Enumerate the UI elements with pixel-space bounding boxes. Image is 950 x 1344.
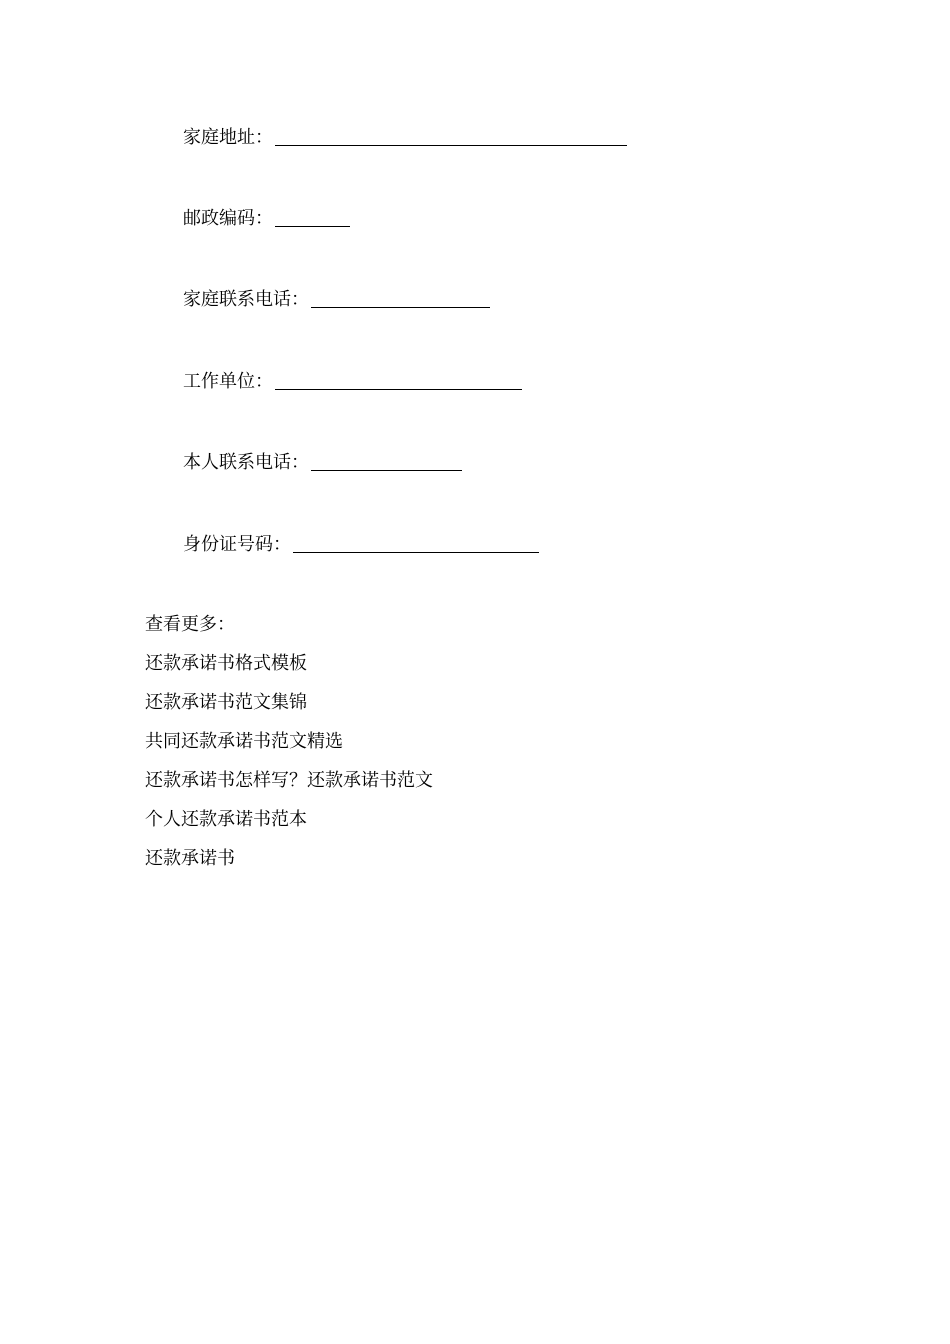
postal-code-field (183, 205, 350, 229)
related-link-3[interactable]: 共同还款承诺书范文精选 (145, 731, 343, 752)
postal-code-blank[interactable] (275, 209, 350, 227)
home-phone-blank[interactable] (311, 290, 490, 308)
home-address-blank[interactable] (275, 128, 627, 146)
id-number-field (183, 531, 539, 555)
work-unit-label: 工作单位： (183, 371, 273, 392)
id-number-label: 身份证号码： (183, 534, 291, 555)
related-link-6[interactable]: 还款承诺书 (145, 848, 235, 869)
id-number-blank[interactable] (293, 535, 539, 553)
personal-phone-blank[interactable] (311, 453, 462, 471)
work-unit-field (183, 368, 522, 392)
home-phone-field (183, 286, 490, 310)
related-link-1[interactable]: 还款承诺书格式模板 (145, 653, 307, 674)
see-more-heading: 查看更多： (145, 614, 235, 635)
related-link-2[interactable]: 还款承诺书范文集锦 (145, 692, 307, 713)
home-phone-label: 家庭联系电话： (183, 289, 309, 310)
personal-phone-field (183, 449, 462, 473)
related-link-5[interactable]: 个人还款承诺书范本 (145, 809, 307, 830)
related-link-4[interactable]: 还款承诺书怎样写？还款承诺书范文 (145, 770, 433, 791)
home-address-label: 家庭地址： (183, 127, 273, 148)
postal-code-label: 邮政编码： (183, 208, 273, 229)
home-address-field (183, 124, 627, 148)
personal-phone-label: 本人联系电话： (183, 452, 309, 473)
work-unit-blank[interactable] (275, 372, 522, 390)
